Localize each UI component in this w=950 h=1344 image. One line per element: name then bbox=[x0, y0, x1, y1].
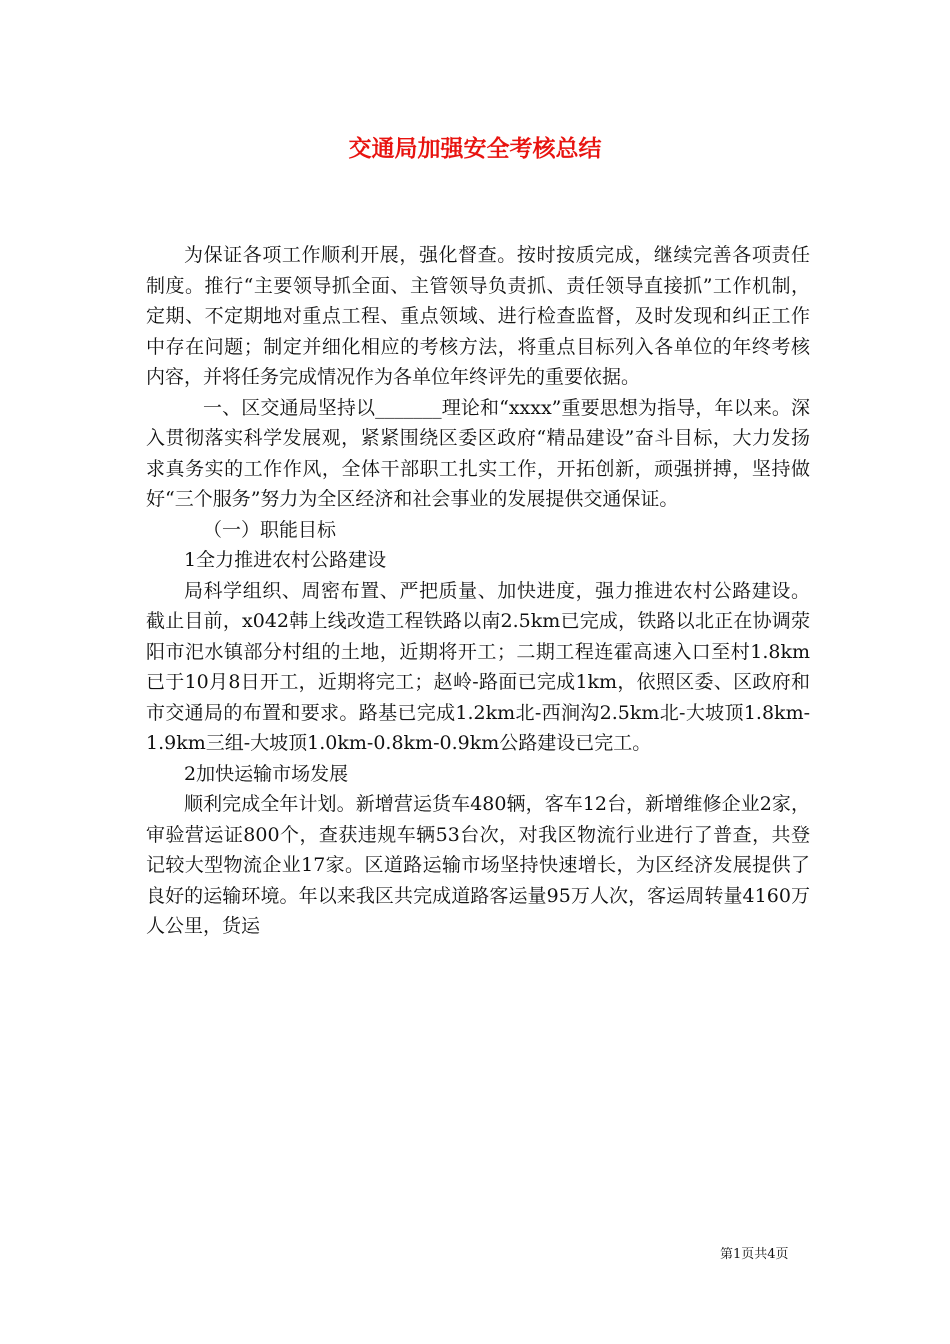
page-number: 第1页共4页 bbox=[720, 1247, 789, 1262]
paragraph-transport-market: 顺利完成全年计划。新增营运货车480辆，客车12台，新增维修企业2家，审验营运证800个，查获违规车辆53台次，对我区物流行业进行了普查，共登记较大型物流企业17家。区道路运输市场坚持快速增长，为区经济发展提供了良好的运输环境。年以来我区共完成道路客运量95万人次，客运周转量4160万人公里，货运 bbox=[146, 793, 810, 937]
document-body bbox=[146, 240, 810, 942]
subheading-rural-roads: 1全力推进农村公路建设 bbox=[184, 549, 387, 571]
paragraph-section-one: 一、区交通局坚持以_______理论和“xxxx”重要思想为指导，年以来。深入贯彻落实科学发展观，紧紧围绕区委区政府“精品建设”奋斗目标，大力发扬求真务实的工作作风，全体干部职工扎实工作，开拓创新，顽强拼搏，坚持做好“三个服务”努力为全区经济和社会事业的发展提供交通保证。 bbox=[146, 396, 810, 510]
subheading-function-goals: （一）职能目标 bbox=[203, 518, 337, 541]
paragraph-rural-roads: 局科学组织、周密布置、严把质量、加快进度，强力推进农村公路建设。截止目前，x042韩上线改造工程铁路以南2.5km已完成，铁路以北正在协调荥阳市汜水镇部分村组的土地，近期将开工；二期工程连霍高速入口至村1.8km已于10月8日开工，近期将完工；赵岭-路面已完成1km，依照区委、区政府和市交通局的布置和要求。路基已完成1.2km北-西涧沟2.5km北-大坡顶1.8km-1.9km三组-大坡顶1.0km-0.8km-0.9km公路建设已完工。 bbox=[146, 579, 810, 754]
subheading-transport-market: 2加快运输市场发展 bbox=[184, 762, 349, 785]
document-title: 交通局加强安全考核总结 bbox=[348, 136, 602, 162]
paragraph-intro: 为保证各项工作顺利开展，强化督查。按时按质完成，继续完善各项责任制度。推行“主要领导抓全面、主管领导负责抓、责任领导直接抓”工作机制，定期、不定期地对重点工程、重点领域、进行检查监督，及时发现和纠正工作中存在问题；制定并细化相应的考核方法，将重点目标列入各单位的年终考核内容，并将任务完成情况作为各单位年终评先的重要依据。 bbox=[146, 244, 810, 388]
